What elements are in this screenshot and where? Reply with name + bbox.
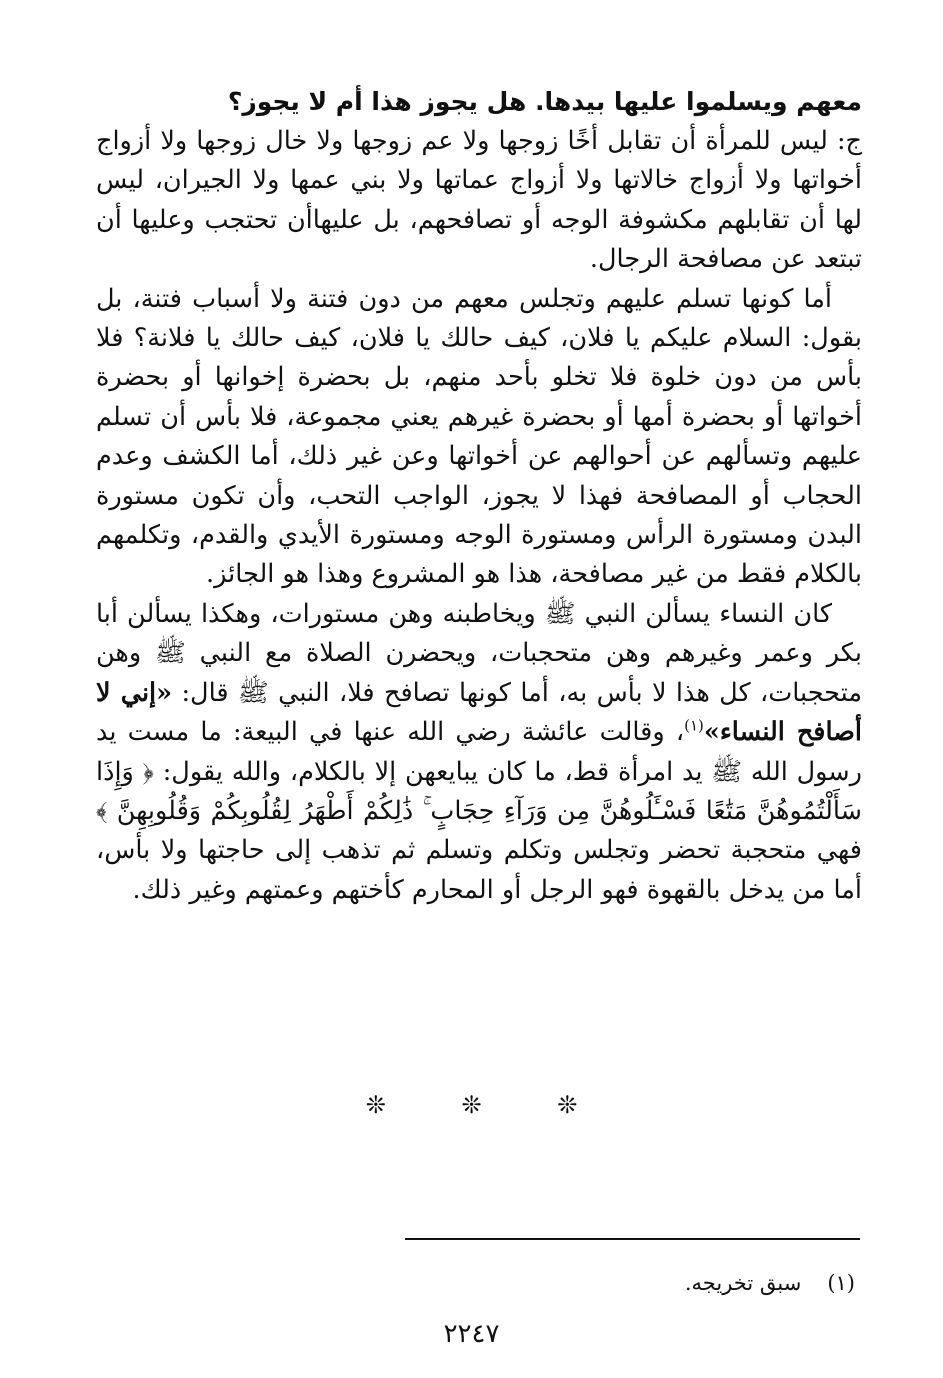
footnote-number: (١) xyxy=(827,1271,855,1295)
hadith-quote: «إني لا أصافح النساء» xyxy=(96,677,863,748)
separator-star-icon: ❊ xyxy=(365,1091,386,1119)
footnote-divider xyxy=(405,1238,860,1240)
page-body xyxy=(96,82,862,910)
paragraph-2: أما كونها تسلم عليهم وتجلس معهم من دون فتنة ولا أسباب فتنة، بل بقول: السلام عليكم يا فلان، كيف حالك يا فلان، كيف حالك يا فلانة؟ فلا بأس من دون خلوة فلا تخلو بأحد منهم، بل بحضرة إخوانها أو بحضرة أخواتها أو بحضرة أمها أو بحضرة غيرهم يعني مجموعة، فلا بأس أن تسلم عليهم وتسألهم عن أحوالهم عن أخواتها وعن غير ذلك، أما الكشف وعدم الحجاب أو المصافحة فهذا لا يجوز، الواجب التحب، وأن تكون مستورة البدن ومستورة الرأس ومستورة الوجه ومستورة الأيدي والقدم، وتكلمهم بالكلام فقط من غير مصافحة، هذا هو المشروع وهذا هو الجائز. xyxy=(96,283,862,590)
quran-verse: ﴿ وَإِذَا سَأَلْتُمُوهُنَّ مَتَٰعًا فَسْـَٔلُوهُنَّ مِن وَرَآءِ حِجَابٍ ۚ ذَٰلِكُمْ أَطْهَرُ لِقُلُوبِكُمْ وَقُلُوبِهِنَّ ﴾ xyxy=(96,756,862,826)
separator-star-icon: ❊ xyxy=(461,1091,482,1119)
paragraph-3-part2: ، وقالت عائشة رضي الله عنها في البيعة: ما مست يد رسول الله ﷺ يد امرأة قط، ما كان يبايعهن إلا بالكلام، والله يقول: xyxy=(96,717,862,787)
footnote-text: سبق تخريجه. xyxy=(684,1271,802,1295)
paragraph-3-part3: فهي متحجبة تحضر وتجلس وتكلم وتسلم ثم تذهب إلى حاجتها ولا بأس، أما من يدخل بالقهوة فهو الرجل أو المحارم كأختهم وعمتهم وغير ذلك. xyxy=(96,835,862,905)
section-separator xyxy=(0,1090,943,1120)
question-heading: معهم ويسلموا عليها بيدها. هل يجوز هذا أم لا يجوز؟ xyxy=(227,87,862,116)
paragraph-3 xyxy=(96,595,862,910)
page-number: ٢٢٤٧ xyxy=(443,1319,500,1349)
footnote xyxy=(685,1268,855,1298)
footnote-reference: (١) xyxy=(684,716,704,735)
separator-star-icon: ❊ xyxy=(557,1091,578,1119)
paragraph-3-part1: كان النساء يسألن النبي ﷺ ويخاطبنه وهن مستورات، وهكذا يسألن أبا بكر وعمر وغيرهم وهن متحجبات، ويحضرن الصلاة مع النبي ﷺ وهن متحجبات، كل هذا لا بأس به، أما كونها تصافح فلا، النبي ﷺ قال: xyxy=(96,598,862,708)
answer-paragraph: ج: ليس للمرأة أن تقابل أخًا زوجها ولا عم زوجها ولا خال زوجها ولا أزواج أخواتها ولا أزواج خالاتها ولا أزواج عماتها ولا بني عمها ولا الجيران، ليس لها أن تقابلهم مكشوفة الوجه أو تصافحهم، بل عليهاأن تحتجب وعليها أن تبتعد عن مصافحة الرجال. xyxy=(96,126,862,275)
